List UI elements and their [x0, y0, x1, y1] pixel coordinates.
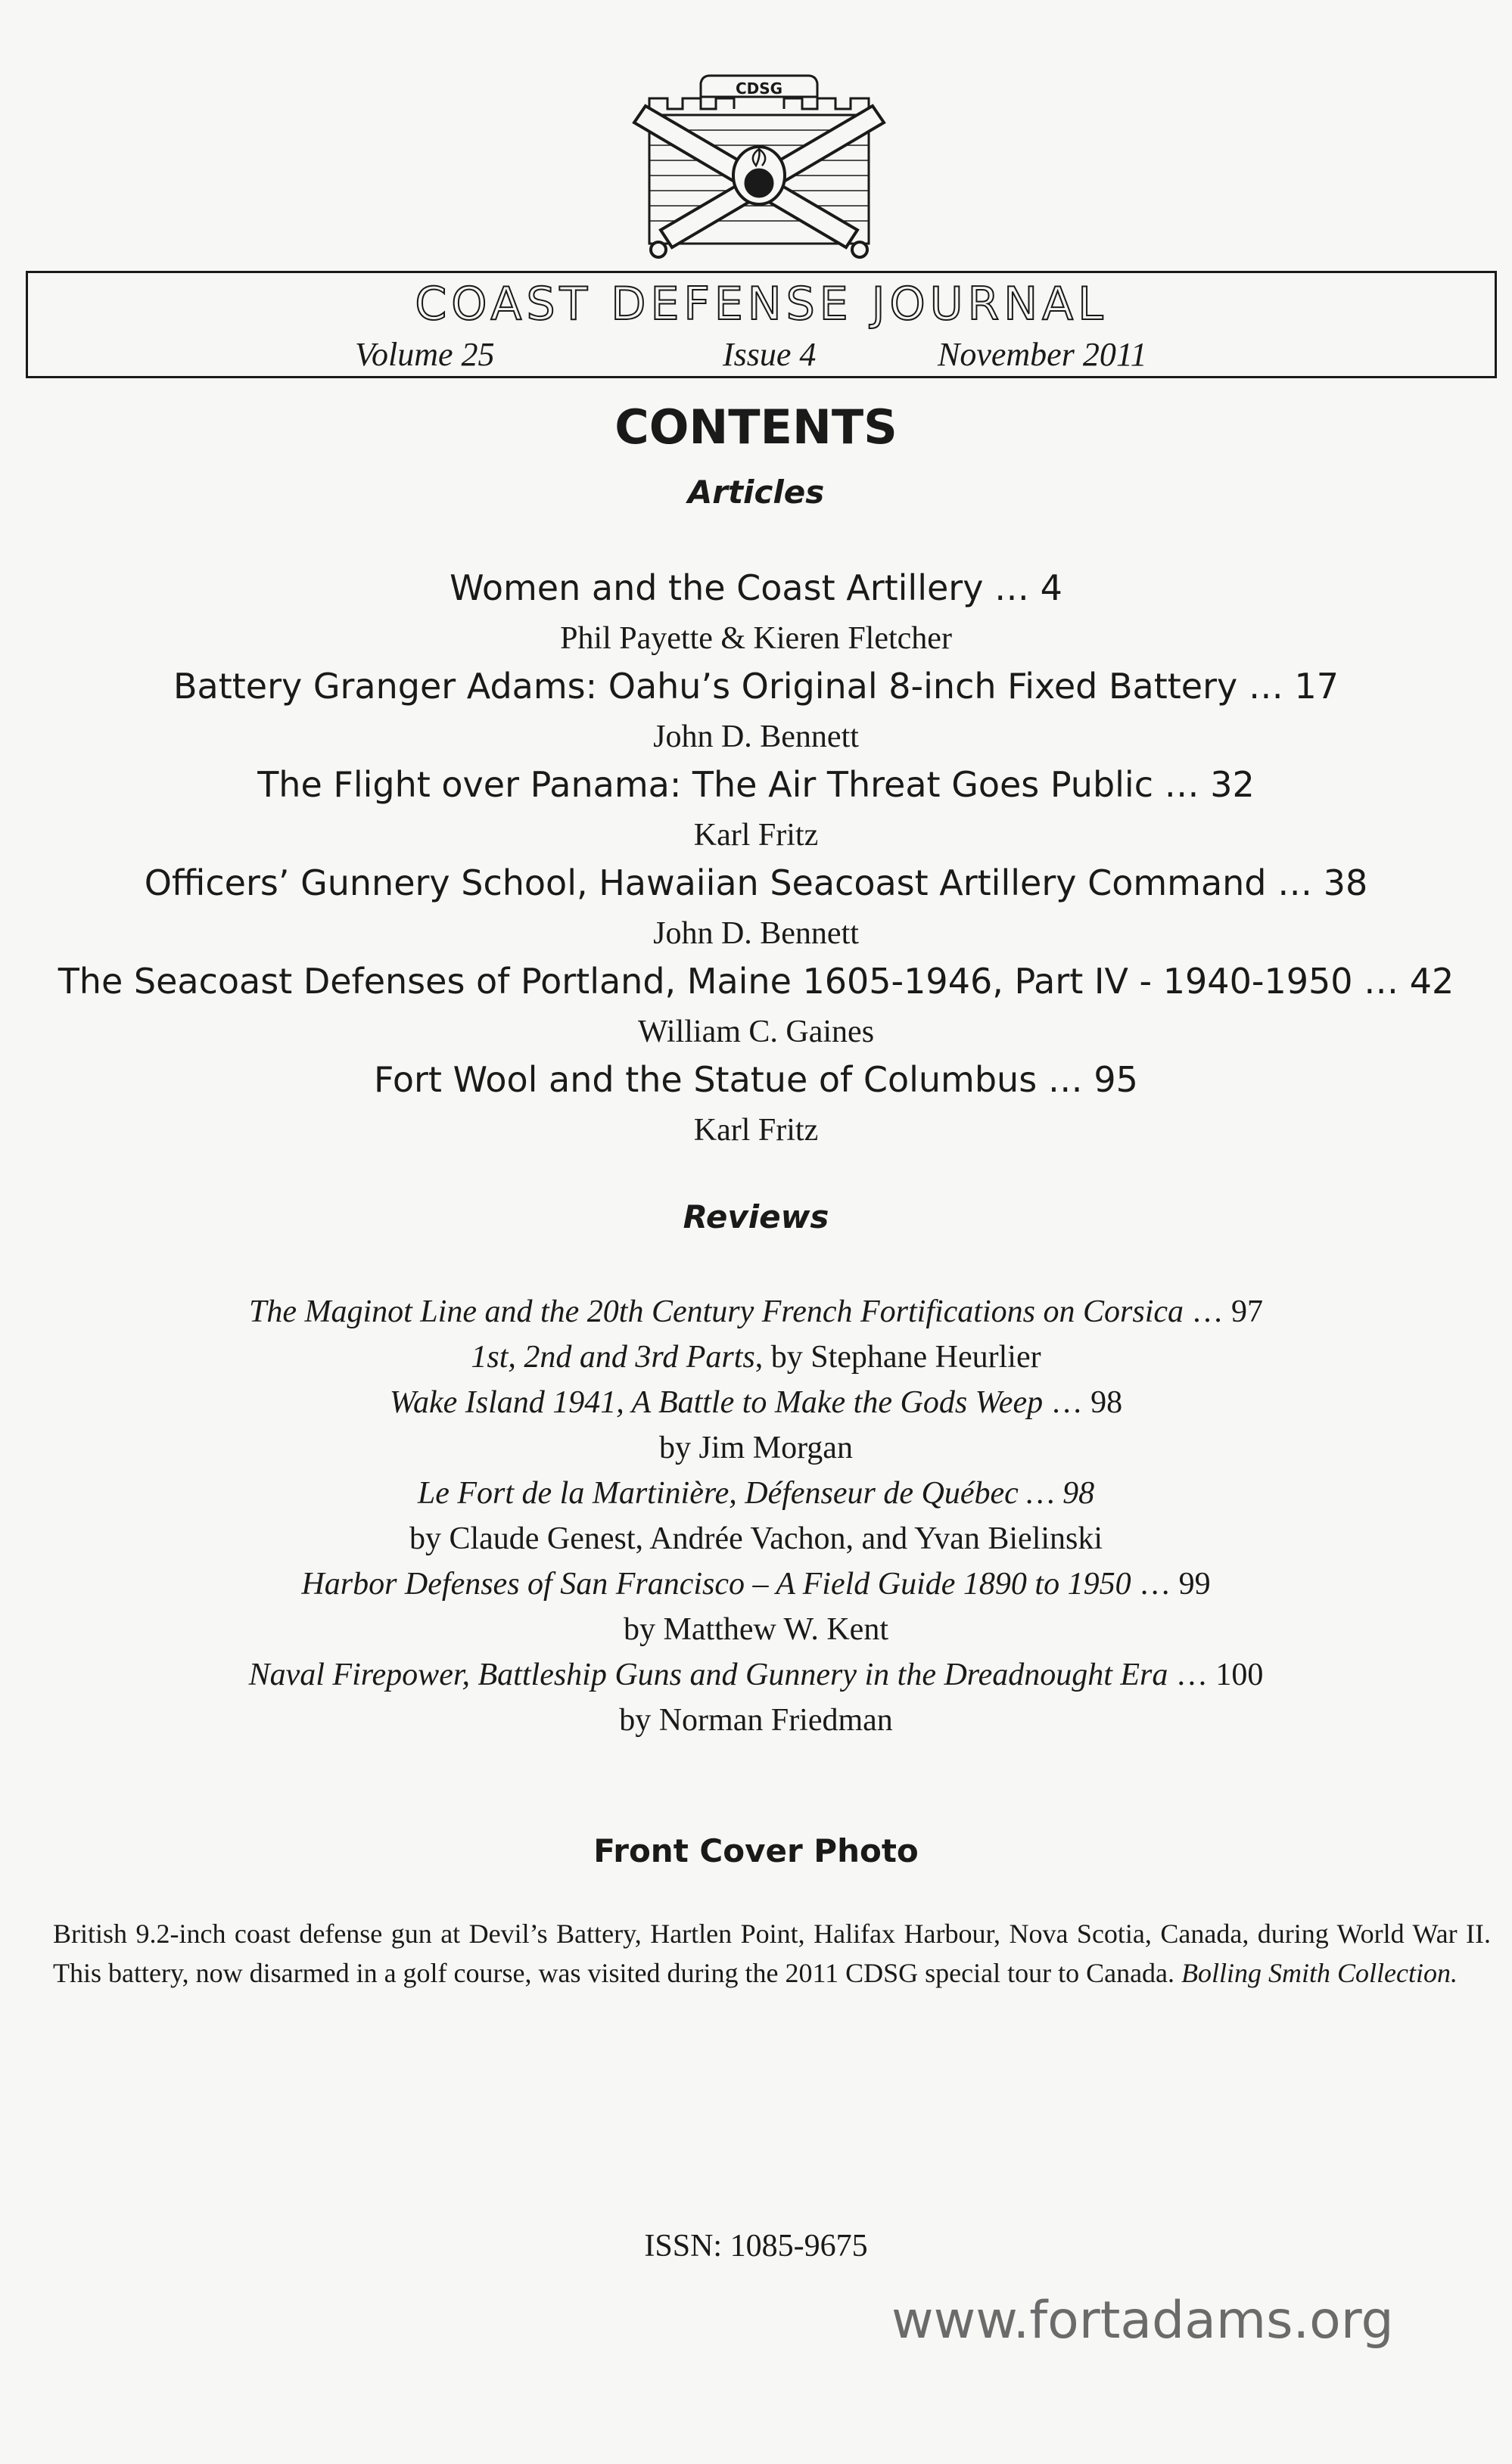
logo-text: CDSG	[735, 79, 783, 98]
article-author: John D. Bennett	[653, 719, 859, 754]
front-cover-text: British 9.2-inch coast defense gun at Devil’s Battery, Hartlen Point, Halifax Harbour, Nova Scotia, Canada, during World War II. This battery, now disarmed in a golf course, was visited during the 2011 CDSG special tour to Canada.	[53, 1919, 1491, 1988]
article-title: The Seacoast Defenses of Portland, Maine 1605-1946, Part IV - 1940-1950 … 42	[58, 961, 1454, 1002]
review-title-text: Wake Island 1941, A Battle to Make the Gods Weep	[389, 1385, 1044, 1420]
article-title: Officers’ Gunnery School, Hawaiian Seacoast Artillery Command … 38	[144, 862, 1368, 903]
review-page: … 98	[1043, 1385, 1123, 1420]
review-title-text: The Maginot Line and the 20th Century French Fortifications on Corsica	[248, 1294, 1184, 1329]
date-label: November 2011	[938, 336, 1147, 373]
cdsg-castle-logo	[619, 70, 899, 268]
journal-title: COAST DEFENSE JOURNAL	[415, 278, 1108, 331]
article-title: Battery Granger Adams: Oahu’s Original 8-inch Fixed Battery … 17	[173, 666, 1339, 707]
review-author: by Jim Morgan	[659, 1431, 853, 1465]
article-author: William C. Gaines	[637, 1014, 875, 1049]
front-cover-credit: Bolling Smith Collection.	[1181, 1958, 1458, 1988]
review-author	[0, 1339, 1512, 1375]
review-title	[0, 1384, 1512, 1421]
article-author: Phil Payette & Kieren Fletcher	[560, 621, 952, 656]
review-author: by Norman Friedman	[619, 1703, 893, 1738]
article-author: John D. Bennett	[653, 916, 859, 951]
reviews-heading: Reviews	[683, 1198, 829, 1235]
review-author: by Matthew W. Kent	[624, 1612, 888, 1647]
articles-heading: Articles	[687, 474, 825, 511]
article-author: Karl Fritz	[693, 1113, 819, 1148]
review-title	[0, 1566, 1512, 1602]
review-author: by Claude Genest, Andrée Vachon, and Yvan Bielinski	[409, 1521, 1103, 1556]
website-watermark[interactable]: www.fortadams.org	[891, 2291, 1394, 2351]
volume-label: Volume 25	[355, 336, 495, 373]
journal-header-box	[26, 271, 1497, 378]
review-title	[0, 1294, 1512, 1330]
article-title: The Flight over Panama: The Air Threat Goes Public … 32	[257, 764, 1255, 805]
article-title: Women and the Coast Artillery … 4	[450, 567, 1062, 608]
front-cover-heading: Front Cover Photo	[593, 1832, 919, 1869]
review-page: … 97	[1184, 1294, 1264, 1329]
review-author-text: , by Stephane Heurlier	[754, 1340, 1041, 1375]
review-page: … 99	[1131, 1567, 1211, 1602]
issue-label: Issue 4	[723, 336, 817, 373]
review-title	[0, 1657, 1512, 1693]
review-title-text: Harbor Defenses of San Francisco – A Field Guide 1890 to 1950	[301, 1567, 1131, 1602]
issn-number: ISSN: 1085-9675	[644, 2229, 868, 2264]
review-page: … 100	[1168, 1658, 1264, 1692]
review-title: Le Fort de la Martinière, Défenseur de Québec … 98	[417, 1476, 1095, 1511]
review-subtitle: 1st, 2nd and 3rd Parts	[471, 1340, 755, 1375]
article-title: Fort Wool and the Statue of Columbus … 95	[374, 1059, 1138, 1100]
front-cover-caption	[53, 1914, 1491, 1993]
contents-title: CONTENTS	[614, 399, 898, 455]
article-author: Karl Fritz	[693, 818, 819, 853]
review-title-text: Naval Firepower, Battleship Guns and Gunnery in the Dreadnought Era	[248, 1658, 1168, 1692]
